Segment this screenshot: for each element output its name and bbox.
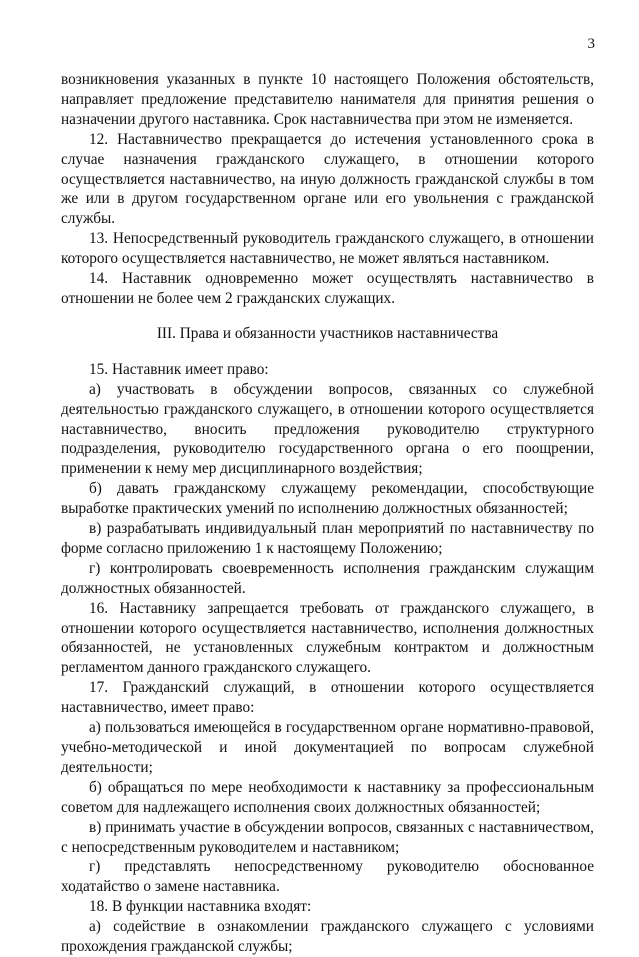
paragraph-14: 14. Наставник одновременно может осуществлять наставничество в отношении не более чем 2 гражданских служащих. — [61, 270, 594, 307]
paragraph-18: 18. В функции наставника входят: — [89, 898, 312, 916]
paragraph-17-a: а) пользоваться имеющейся в государственном органе нормативно-правовой, учебно-методической и иной документацией по вопросам служебной деятельности; — [61, 719, 594, 776]
paragraph-17-v: в) принимать участие в обсуждении вопросов, связанных с наставничеством, с непосредственным руководителем и наставником; — [61, 818, 594, 856]
paragraph-13: 13. Непосредственный руководитель гражданского служащего, в отношении которого осуществляется наставничество, не может являться наставником. — [61, 230, 594, 268]
paragraph-17-g: г) представлять непосредственному руководителю обоснованное ходатайство о замене наставника. — [61, 858, 594, 896]
paragraph-17-b: б) обращаться по мере необходимости к наставнику за профессиональным советом для надлежащего исполнения своих должностных обязанностей; — [61, 778, 594, 816]
document-body — [61, 70, 594, 957]
paragraph-18-a: а) содействие в ознакомлении гражданского служащего с условиями прохождения гражданской службы; — [61, 918, 594, 956]
paragraph-15-b: б) давать гражданскому служащему рекомендации, способствующие выработке практических умений по исполнению должностных обязанностей; — [61, 480, 594, 518]
paragraph-16: 16. Наставнику запрещается требовать от гражданского служащего, в отношении которого осуществляется наставничество, исполнения должностных обязанностей, не установленных служебным контрактом и должностным регламентом данного гражданского служащего. — [61, 599, 594, 677]
section-heading: III. Права и обязанности участников наставничества — [156, 324, 499, 342]
paragraph-15-a: а) участвовать в обсуждении вопросов, связанных со служебной деятельностью гражданского служащего, в отношении которого осуществляется наставничество, вносить предложения руководителю структурного подразделения, руководителю государственного органа о его поощрении, применении к нему мер дисциплинарного воздействия; — [61, 380, 594, 478]
paragraph-17: 17. Гражданский служащий, в отношении которого осуществляется наставничество, имеет право: — [61, 679, 594, 717]
paragraph-continuation: возникновения указанных в пункте 10 настоящего Положения обстоятельств, направляет предложение представителю нанимателя для принятия решения о назначении другого наставника. Срок наставничества при этом не изменяется. — [61, 71, 594, 128]
paragraph-15: 15. Наставник имеет право: — [89, 360, 269, 378]
paragraph-15-g: г) контролировать своевременность исполнения гражданским служащим должностных обязанностей. — [61, 559, 594, 597]
page-number: 3 — [587, 36, 595, 52]
paragraph-15-v: в) разрабатывать индивидуальный план мероприятий по наставничеству по форме согласно приложению 1 к настоящему Положению; — [61, 520, 594, 557]
paragraph-12: 12. Наставничество прекращается до истечения установленного срока в случае назначения гражданского служащего, в отношении которого осуществляется наставничество, на иную должность гражданской службы в том же или в другом государственном органе или его увольнения с гражданской службы. — [61, 130, 594, 228]
